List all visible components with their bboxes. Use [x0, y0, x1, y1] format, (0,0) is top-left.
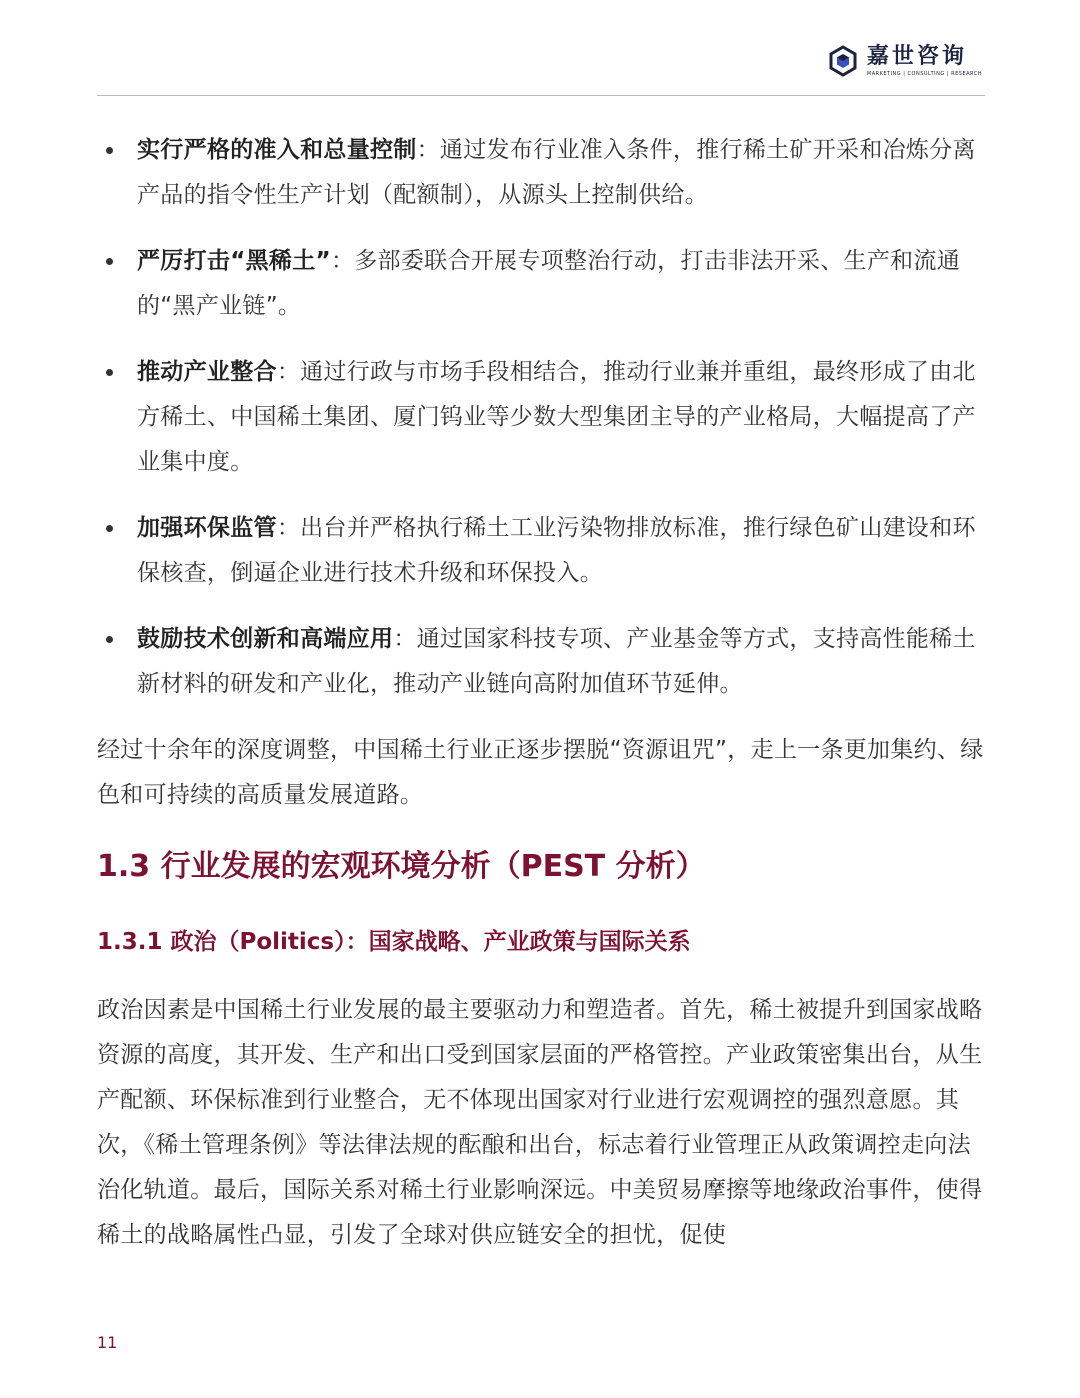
- bullet-dot-icon: [106, 636, 113, 643]
- page-number: 11: [97, 1333, 118, 1352]
- bullet-separator: ：: [276, 515, 301, 541]
- section-heading: 1.3 行业发展的宏观环境分析（PEST 分析）: [97, 849, 706, 884]
- company-logo-tagline: MARKETING | CONSULTING | RESEARCH: [866, 71, 982, 77]
- bullet-dot-icon: [106, 258, 113, 265]
- bullet-item: [97, 239, 985, 329]
- bullet-item: [97, 128, 985, 218]
- bullet-text: 通过行政与市场手段相结合，推动行业兼并重组，最终形成了由北方稀土、中国稀土集团、厦门钨业等少数大型集团主导的产业格局，大幅提高了产业集中度。: [137, 359, 976, 475]
- bullet-dot-icon: [106, 147, 113, 154]
- bullet-text: 通过国家科技专项、产业基金等方式，支持高性能稀土新材料的研发和产业化，推动产业链向高附加值环节延伸。: [137, 626, 976, 697]
- policy-bullet-list: [97, 128, 985, 728]
- body-paragraph: 政治因素是中国稀土行业发展的最主要驱动力和塑造者。首先，稀土被提升到国家战略资源的高度，其开发、生产和出口受到国家层面的严格管控。产业政策密集出台，从生产配额、环保标准到行业整合，无不体现出国家对行业进行宏观调控的强烈意愿。其次，《稀土管理条例》等法律法规的酝酿和出台，标志着行业管理正从政策调控走向法治化轨道。最后，国际关系对稀土行业影响深远。中美贸易摩擦等地缘政治事件，使得稀土的战略属性凸显，引发了全球对供应链安全的担忧，促使: [97, 997, 983, 1248]
- bullet-separator: ：: [330, 248, 355, 274]
- bullet-term: 实行严格的准入和总量控制: [137, 137, 417, 163]
- bullet-term: 鼓励技术创新和高端应用: [137, 626, 394, 652]
- bullet-separator: ：: [416, 137, 440, 163]
- subsection-heading: 1.3.1 政治（Politics）：国家战略、产业政策与国际关系: [97, 929, 691, 955]
- company-logo-mark-icon: [827, 45, 859, 77]
- bullet-item: [97, 617, 985, 707]
- company-logo-name: 嘉世咨询: [866, 44, 967, 69]
- bullet-term: 严厉打击“黑稀土”: [137, 248, 331, 274]
- bullet-term: 加强环保监管: [137, 515, 277, 541]
- company-logo: [827, 44, 982, 78]
- bullet-separator: ：: [276, 359, 301, 385]
- bullet-dot-icon: [106, 525, 113, 532]
- bullet-separator: ：: [393, 626, 417, 652]
- bullet-term: 推动产业整合: [137, 359, 277, 385]
- bullet-text: 出台并严格执行稀土工业污染物排放标准，推行绿色矿山建设和环保核查，倒逼企业进行技术升级和环保投入。: [137, 515, 976, 586]
- bullet-text: 多部委联合开展专项整治行动，打击非法开采、生产和流通的“黑产业链”。: [137, 248, 961, 319]
- bullet-dot-icon: [106, 369, 113, 376]
- bullet-item: [97, 506, 985, 596]
- bullet-item: [97, 350, 985, 485]
- header-divider: [97, 95, 985, 96]
- summary-paragraph: 经过十余年的深度调整，中国稀土行业正逐步摆脱“资源诅咒”，走上一条更加集约、绿色和可持续的高质量发展道路。: [97, 737, 984, 808]
- bullet-text: 通过发布行业准入条件，推行稀土矿开采和冶炼分离产品的指令性生产计划（配额制），从源头上控制供给。: [137, 137, 976, 208]
